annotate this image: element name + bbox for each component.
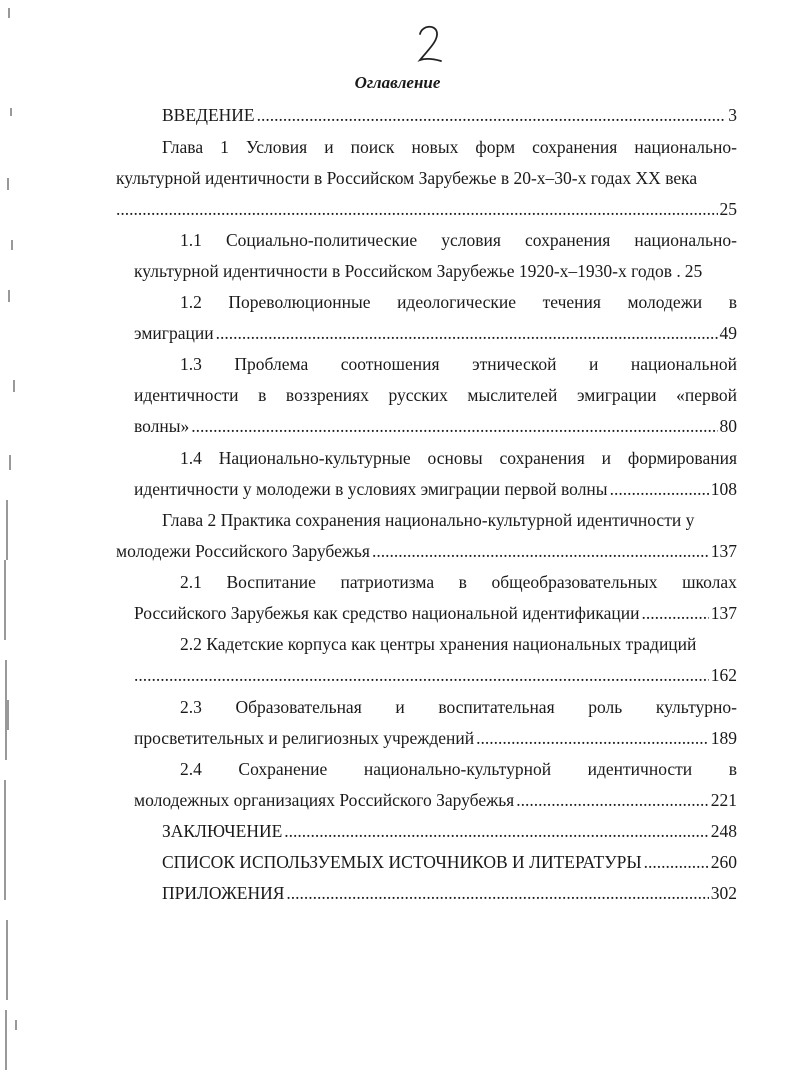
word: основы xyxy=(427,448,483,468)
word: 1 xyxy=(220,137,229,157)
word: идентичности xyxy=(587,759,693,779)
dot-leader xyxy=(257,104,727,126)
toc-entry-chapter-2-line-2 xyxy=(116,540,737,562)
word: «первой xyxy=(676,385,737,405)
entry-text: Глава 2 Практика сохранения национально-культурной идентичности у xyxy=(162,510,695,530)
dot-leader xyxy=(286,882,708,904)
toc-entry-section-1-4 xyxy=(180,447,737,469)
page-number: 137 xyxy=(710,541,737,561)
toc-entry-sources xyxy=(162,851,737,873)
word: сохранения xyxy=(525,230,611,250)
word: в xyxy=(258,385,267,405)
toc-entry-section-1-3-line-3 xyxy=(134,415,737,437)
entry-text: Российского Зарубежья как средство национальной идентификации xyxy=(134,603,640,623)
entry-text: эмиграции xyxy=(134,323,214,343)
word: национально-культурной xyxy=(363,759,552,779)
word: воспитательная xyxy=(438,697,555,717)
entry-text: волны» xyxy=(134,416,190,436)
toc-entry-section-1-3-line-2 xyxy=(134,384,737,406)
dot-leader xyxy=(516,789,709,811)
word: национально- xyxy=(634,137,737,157)
page-number: 49 xyxy=(719,323,737,343)
word: этнической xyxy=(472,354,557,374)
entry-label: СПИСОК ИСПОЛЬЗУЕМЫХ ИСТОЧНИКОВ И ЛИТЕРАТУРЫ xyxy=(162,852,642,872)
page-number: 25 xyxy=(719,199,737,219)
dot-leader xyxy=(644,851,709,873)
toc-entry-introduction xyxy=(162,104,737,126)
word: роль xyxy=(588,697,623,717)
entry-label: ЗАКЛЮЧЕНИЕ xyxy=(162,821,283,841)
dot-leader xyxy=(284,820,708,842)
dot-leader xyxy=(610,478,709,500)
word: и xyxy=(324,137,334,157)
dot-leader xyxy=(134,664,709,686)
toc-entry-chapter-2 xyxy=(162,509,737,531)
toc-entry-section-1-2 xyxy=(180,291,737,313)
word: сохранения xyxy=(532,137,618,157)
word: форм xyxy=(475,137,516,157)
page-number: 3 xyxy=(728,105,737,125)
entry-text: молодежных организациях Российского Зарубежья xyxy=(134,790,515,810)
entry-text: 2.2 Кадетские корпуса как центры хранения национальных традиций xyxy=(180,634,697,654)
entry-text: молодежи Российского Зарубежья xyxy=(116,541,370,561)
toc-entry-section-1-2-line-2 xyxy=(134,322,737,344)
word: 1.2 xyxy=(180,292,202,312)
toc-entry-section-1-4-line-2 xyxy=(134,478,737,500)
toc-entry-conclusion xyxy=(162,820,737,842)
word: Глава xyxy=(162,137,204,157)
word: национальной xyxy=(630,354,737,374)
page-number: 248 xyxy=(710,821,737,841)
toc-entry-chapter-1-line-3 xyxy=(116,198,737,220)
word: Национально-культурные xyxy=(218,448,411,468)
toc-entry-section-2-2-line-2 xyxy=(134,664,737,686)
entry-label: ПРИЛОЖЕНИЯ xyxy=(162,883,285,903)
word: 1.3 xyxy=(180,354,202,374)
word: формирования xyxy=(627,448,737,468)
toc-entry-section-2-1-line-2 xyxy=(134,602,737,624)
entry-label: ВВЕДЕНИЕ xyxy=(162,105,255,125)
word: 2.4 xyxy=(180,759,202,779)
word: поиск xyxy=(350,137,395,157)
entry-text: культурной идентичности в Российском Зарубежье в 20-х–30-х годах XX века xyxy=(116,168,698,188)
word: русских xyxy=(388,385,448,405)
word: Образовательная xyxy=(235,697,362,717)
word: Сохранение xyxy=(238,759,328,779)
word: национально- xyxy=(634,230,737,250)
word: молодежи xyxy=(627,292,703,312)
word: и xyxy=(588,354,599,374)
word: воззрениях xyxy=(285,385,369,405)
word: Воспитание xyxy=(226,572,316,592)
scan-edge-noise xyxy=(0,0,26,1084)
word: и xyxy=(395,697,405,717)
word: Пореволюционные xyxy=(228,292,371,312)
dot-leader xyxy=(191,415,717,437)
entry-text: просветительных и религиозных учреждений xyxy=(134,728,475,748)
toc-entry-section-1-3 xyxy=(180,353,737,375)
dot-leader xyxy=(116,198,718,220)
word: соотношения xyxy=(340,354,440,374)
word: мыслителей xyxy=(467,385,558,405)
word: в xyxy=(728,292,737,312)
word: 1.1 xyxy=(180,230,202,250)
entry-text: культурной идентичности в Российском Зарубежье 1920-х–1930-х годов . xyxy=(134,261,681,281)
word: в xyxy=(728,759,737,779)
word: идентичности xyxy=(134,385,239,405)
word: Проблема xyxy=(234,354,309,374)
page-number: 80 xyxy=(719,416,737,436)
toc-entry-section-1-1-line-2 xyxy=(134,260,737,282)
page-number: 221 xyxy=(710,790,737,810)
page-number: 108 xyxy=(710,479,737,499)
toc-entry-appendices xyxy=(162,882,737,904)
toc-entry-section-2-1 xyxy=(180,571,737,593)
word: 2.1 xyxy=(180,572,202,592)
handwritten-page-number xyxy=(416,22,444,66)
toc-entry-section-1-1 xyxy=(180,229,737,251)
page-number: 137 xyxy=(710,603,737,623)
word: и xyxy=(601,448,612,468)
toc-entry-section-2-3-line-2 xyxy=(134,727,737,749)
word: сохранения xyxy=(499,448,585,468)
page-title: Оглавление xyxy=(354,73,441,92)
page-number: 162 xyxy=(710,665,737,685)
dot-leader xyxy=(476,727,709,749)
toc-entry-section-2-4 xyxy=(180,758,737,780)
dot-leader xyxy=(372,540,709,562)
toc-entry-section-2-2 xyxy=(180,633,737,655)
page-number: 189 xyxy=(710,728,737,748)
word: течения xyxy=(542,292,601,312)
word: 1.4 xyxy=(180,448,202,468)
dot-leader xyxy=(641,602,708,624)
toc-entry-section-2-3 xyxy=(180,696,737,718)
entry-text: идентичности у молодежи в условиях эмиграции первой волны xyxy=(134,479,608,499)
toc-entry-chapter-1 xyxy=(162,136,737,158)
word: общеобразовательных xyxy=(491,572,658,592)
word: патриотизма xyxy=(340,572,435,592)
word: культурно- xyxy=(655,697,737,717)
page-number: 302 xyxy=(710,883,737,903)
word: эмиграции xyxy=(576,385,657,405)
word: Условия xyxy=(245,137,308,157)
word: новых xyxy=(411,137,459,157)
toc-entry-section-2-4-line-2 xyxy=(134,789,737,811)
word: идеологические xyxy=(397,292,517,312)
page-number: 260 xyxy=(710,852,737,872)
toc-entry-chapter-1-line-2 xyxy=(116,167,737,189)
word: условия xyxy=(441,230,501,250)
page-number: 25 xyxy=(684,261,703,281)
word: Социально-политические xyxy=(225,230,418,250)
dot-leader xyxy=(216,322,718,344)
word: в xyxy=(458,572,467,592)
word: 2.3 xyxy=(180,697,202,717)
word: школах xyxy=(682,572,737,592)
